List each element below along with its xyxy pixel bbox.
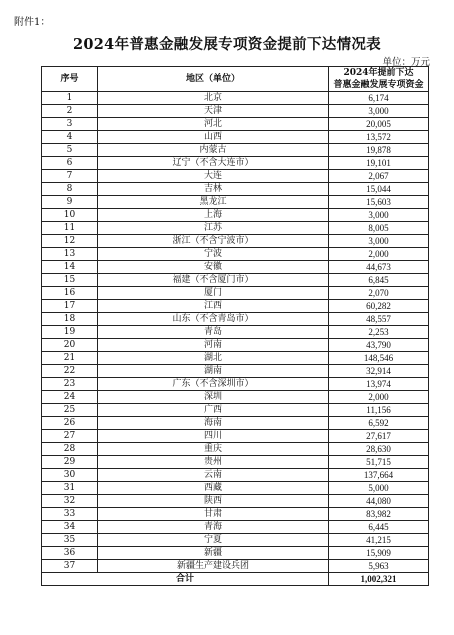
table-row — [42, 118, 429, 131]
row-amount: 28,630 — [329, 443, 429, 456]
row-region: 吉林 — [98, 183, 329, 196]
table-row — [42, 365, 429, 378]
row-index: 5 — [42, 144, 98, 157]
row-index: 29 — [42, 456, 98, 469]
table-row — [42, 170, 429, 183]
row-amount: 83,982 — [329, 508, 429, 521]
row-index: 28 — [42, 443, 98, 456]
row-amount: 15,909 — [329, 547, 429, 560]
header-index: 序号 — [42, 67, 98, 92]
row-amount: 51,715 — [329, 456, 429, 469]
row-amount: 148,546 — [329, 352, 429, 365]
row-region: 大连 — [98, 170, 329, 183]
table-row — [42, 92, 429, 105]
unit-label: 单位：万元 — [382, 57, 430, 68]
row-index: 2 — [42, 105, 98, 118]
table-row — [42, 105, 429, 118]
row-index: 10 — [42, 209, 98, 222]
row-region: 贵州 — [98, 456, 329, 469]
row-amount: 44,673 — [329, 261, 429, 274]
table-row — [42, 443, 429, 456]
row-index: 21 — [42, 352, 98, 365]
row-region: 四川 — [98, 430, 329, 443]
table-row — [42, 287, 429, 300]
row-index: 19 — [42, 326, 98, 339]
row-index: 15 — [42, 274, 98, 287]
table-row — [42, 144, 429, 157]
row-amount: 3,000 — [329, 209, 429, 222]
row-region: 山东（不含青岛市） — [98, 313, 329, 326]
row-region: 新疆 — [98, 547, 329, 560]
table-row — [42, 196, 429, 209]
row-region: 甘肃 — [98, 508, 329, 521]
row-index: 23 — [42, 378, 98, 391]
row-region: 海南 — [98, 417, 329, 430]
total-amount: 1,002,321 — [329, 573, 429, 586]
row-amount: 2,000 — [329, 391, 429, 404]
row-amount: 60,282 — [329, 300, 429, 313]
table-row — [42, 352, 429, 365]
row-amount: 6,845 — [329, 274, 429, 287]
table-row — [42, 404, 429, 417]
table-row — [42, 235, 429, 248]
row-index: 1 — [42, 92, 98, 105]
table-row — [42, 339, 429, 352]
funding-table — [41, 66, 429, 586]
row-index: 6 — [42, 157, 98, 170]
row-amount: 27,617 — [329, 430, 429, 443]
row-region: 辽宁（不含大连市） — [98, 157, 329, 170]
row-amount: 19,878 — [329, 144, 429, 157]
row-amount: 15,044 — [329, 183, 429, 196]
row-index: 9 — [42, 196, 98, 209]
table-row — [42, 495, 429, 508]
table-row — [42, 391, 429, 404]
row-amount: 2,067 — [329, 170, 429, 183]
row-region: 西藏 — [98, 482, 329, 495]
row-region: 青海 — [98, 521, 329, 534]
row-index: 4 — [42, 131, 98, 144]
row-index: 13 — [42, 248, 98, 261]
table-row — [42, 222, 429, 235]
table-row — [42, 274, 429, 287]
table-body — [42, 92, 429, 573]
attachment-label: 附件1： — [14, 17, 51, 28]
header-region: 地区（单位） — [98, 67, 329, 92]
row-region: 广东（不含深圳市） — [98, 378, 329, 391]
table-row — [42, 547, 429, 560]
row-region: 黑龙江 — [98, 196, 329, 209]
row-region: 浙江（不含宁波市） — [98, 235, 329, 248]
row-index: 16 — [42, 287, 98, 300]
table-row — [42, 456, 429, 469]
row-index: 36 — [42, 547, 98, 560]
row-region: 河南 — [98, 339, 329, 352]
row-region: 深圳 — [98, 391, 329, 404]
row-index: 31 — [42, 482, 98, 495]
row-index: 24 — [42, 391, 98, 404]
header-amount-line2: 普惠金融发展专项资金 — [333, 80, 424, 90]
row-amount: 20,005 — [329, 118, 429, 131]
row-amount: 43,790 — [329, 339, 429, 352]
row-index: 14 — [42, 261, 98, 274]
row-amount: 19,101 — [329, 157, 429, 170]
row-region: 湖南 — [98, 365, 329, 378]
row-region: 湖北 — [98, 352, 329, 365]
row-index: 12 — [42, 235, 98, 248]
table-row — [42, 157, 429, 170]
row-index: 17 — [42, 300, 98, 313]
total-row — [42, 573, 429, 586]
row-amount: 13,572 — [329, 131, 429, 144]
row-index: 33 — [42, 508, 98, 521]
row-region: 新疆生产建设兵团 — [98, 560, 329, 573]
row-region: 内蒙古 — [98, 144, 329, 157]
row-index: 32 — [42, 495, 98, 508]
row-amount: 3,000 — [329, 105, 429, 118]
row-index: 34 — [42, 521, 98, 534]
row-amount: 5,963 — [329, 560, 429, 573]
row-amount: 3,000 — [329, 235, 429, 248]
row-amount: 5,000 — [329, 482, 429, 495]
table-row — [42, 534, 429, 547]
table-row — [42, 378, 429, 391]
row-region: 厦门 — [98, 287, 329, 300]
row-region: 广西 — [98, 404, 329, 417]
row-amount: 2,070 — [329, 287, 429, 300]
row-amount: 11,156 — [329, 404, 429, 417]
row-index: 8 — [42, 183, 98, 196]
table-row — [42, 261, 429, 274]
row-region: 安徽 — [98, 261, 329, 274]
row-region: 福建（不含厦门市） — [98, 274, 329, 287]
row-region: 宁夏 — [98, 534, 329, 547]
table-row — [42, 417, 429, 430]
table-row — [42, 248, 429, 261]
row-region: 北京 — [98, 92, 329, 105]
row-region: 重庆 — [98, 443, 329, 456]
table-row — [42, 300, 429, 313]
row-region: 宁波 — [98, 248, 329, 261]
row-amount: 8,005 — [329, 222, 429, 235]
table-row — [42, 508, 429, 521]
row-index: 35 — [42, 534, 98, 547]
row-index: 20 — [42, 339, 98, 352]
table-row — [42, 560, 429, 573]
row-region: 陕西 — [98, 495, 329, 508]
row-index: 27 — [42, 430, 98, 443]
row-amount: 6,445 — [329, 521, 429, 534]
row-index: 30 — [42, 469, 98, 482]
row-index: 22 — [42, 365, 98, 378]
row-index: 26 — [42, 417, 98, 430]
table-row — [42, 469, 429, 482]
document-title: 2024年普惠金融发展专项资金提前下达情况表 — [73, 36, 381, 53]
table-row — [42, 326, 429, 339]
row-index: 37 — [42, 560, 98, 573]
table-header-row — [42, 67, 429, 92]
row-region: 江西 — [98, 300, 329, 313]
row-amount: 2,253 — [329, 326, 429, 339]
table-row — [42, 482, 429, 495]
row-amount: 137,664 — [329, 469, 429, 482]
row-amount: 15,603 — [329, 196, 429, 209]
table-row — [42, 521, 429, 534]
row-amount: 41,215 — [329, 534, 429, 547]
table-row — [42, 313, 429, 326]
header-amount — [329, 67, 429, 92]
row-amount: 44,080 — [329, 495, 429, 508]
row-index: 18 — [42, 313, 98, 326]
row-index: 7 — [42, 170, 98, 183]
row-amount: 13,974 — [329, 378, 429, 391]
row-amount: 6,592 — [329, 417, 429, 430]
table-row — [42, 131, 429, 144]
row-region: 河北 — [98, 118, 329, 131]
table-row — [42, 183, 429, 196]
row-index: 3 — [42, 118, 98, 131]
row-index: 11 — [42, 222, 98, 235]
row-region: 云南 — [98, 469, 329, 482]
table-row — [42, 430, 429, 443]
row-amount: 6,174 — [329, 92, 429, 105]
row-region: 山西 — [98, 131, 329, 144]
row-region: 上海 — [98, 209, 329, 222]
total-label: 合计 — [42, 573, 329, 586]
row-index: 25 — [42, 404, 98, 417]
row-amount: 48,557 — [329, 313, 429, 326]
table-row — [42, 209, 429, 222]
row-region: 青岛 — [98, 326, 329, 339]
row-amount: 2,000 — [329, 248, 429, 261]
row-region: 天津 — [98, 105, 329, 118]
row-amount: 32,914 — [329, 365, 429, 378]
row-region: 江苏 — [98, 222, 329, 235]
header-amount-line1: 2024年提前下达 — [343, 68, 414, 78]
